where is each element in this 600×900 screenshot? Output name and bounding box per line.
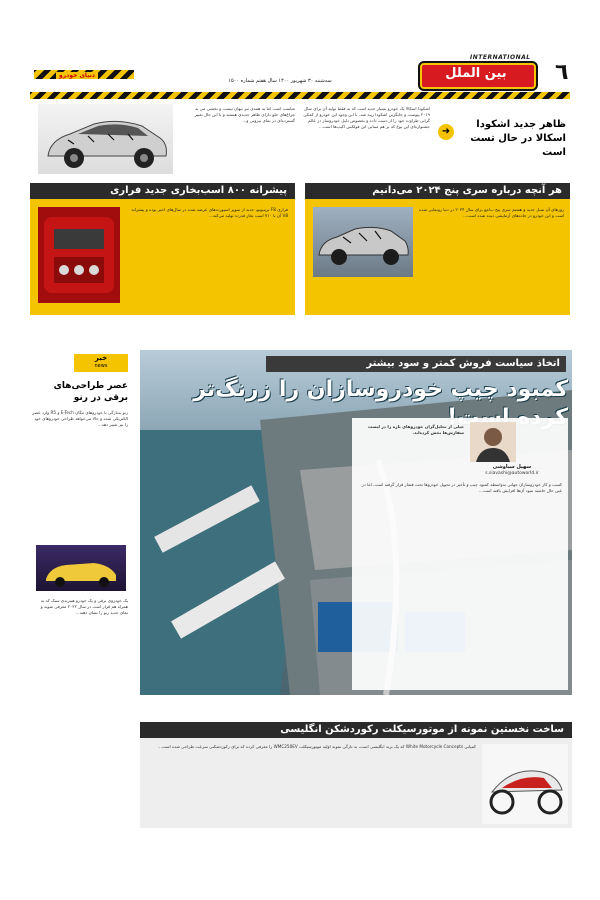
engine-photo	[38, 207, 120, 303]
sidebar	[30, 350, 130, 830]
page-header	[0, 0, 600, 100]
lead-arrow-icon: ➜	[438, 124, 454, 140]
news-tag	[74, 354, 128, 372]
lead-story	[30, 104, 570, 176]
left-story-body: فراری F8 تریبیوتو، جدید از سوپر اسپورت‌های عرضه شده در سال‌های اخیر بوده و پیشرانه V8 آن با ۷۱۰ اسب بخار قدرت تولید می‌کند...	[131, 207, 288, 219]
author-name: سهیل سیاوشی	[492, 464, 532, 470]
sidebar-headline: عصر طراحی‌های برقی در رنو	[53, 381, 128, 403]
bottom-story-body: کمپانی White Motorcycle Concepts که یک برند انگلیسی است، به تازگی نمونه اولیه موتورسیکلت WMC250EV را معرفی کرده که برای رکوردشکنی سرعت طراحی شده است...	[157, 744, 476, 749]
bottom-story-headline: ساخت نخستین نمونه از موتورسیکلت رکوردشکن انگلیسی	[140, 722, 572, 738]
feature-headline: کمبود چیپ خودروسازان را زرنگ‌تر	[193, 377, 568, 402]
hazard-stripe-bottom	[30, 92, 570, 99]
news-tag-fa: خبر	[94, 354, 108, 362]
brand-logo: دنیای خودرو	[56, 72, 98, 79]
sidebar-body-bottom: یک خودروی برقی و یک خودرو هیبریدی سبک که به همراه هم قرار است در سال ۲۰۲۲ معرفی شوند و نمای جدید رنو را نشان دهند...	[40, 598, 128, 616]
bmw-photo	[313, 207, 413, 277]
feature-intro: خیلی از تحلیل‌گران خودروهای تازه را در لیست سفارش‌ها بخش کرده‌اند.	[367, 424, 464, 436]
left-story	[30, 183, 295, 323]
author-avatar	[470, 422, 516, 462]
right-story-headline: هر آنچه درباره سری پنج ۲۰۲۴ می‌دانیم	[305, 183, 570, 199]
car-photo	[38, 104, 173, 174]
right-story	[305, 183, 570, 323]
renault-photo	[36, 545, 126, 591]
lead-headline: ظاهر جدید اشکودا اسکالا در حال تست است	[470, 119, 566, 158]
news-tag-en: news	[94, 363, 108, 369]
section-badge-label: بین الملل	[445, 66, 507, 81]
page-number: ٦	[555, 60, 569, 85]
lead-body-right: اشکودا اسکالا یک خودرو بسیار جدید است که به فقط تولید آن برای سال ۲۰۱۹ پیوست و جایگزین اشکودا رپید شد. با این وجود این خودرو از کمکی گرانی طراوت خود را از دست داده و بخصوص دلیل خودروساز در عالم جشنواره‌ای این نوع که بر هم مبنایی این فولکس اکیپ‌ها است...	[303, 106, 430, 130]
sidebar-body-top: رنو به‌تازگی با خودروهای مگان E-Tech و R5 وارد عصر الکتریکی شده و حالا می‌خواهد طراحی خودروهای خود را نیز تغییر دهد...	[32, 410, 128, 428]
feature-body: کسب و کار خودروسازان جهانی به‌واسطه کمبود چیپ و تأخیر در تحویل خودروها تحت فشار قرار گرفته است، اما در عین حال حاشیه سود آن‌ها افزایش یافته است...	[361, 482, 562, 494]
left-story-headline: پیشرانه ۸۰۰ اسب‌بخاری جدید فراری	[30, 183, 295, 199]
right-story-body: روزهای آن نسل جدید و هشتم سری پنج ب‌ام‌و برای سال ۲۰۲۴ در دنیا رونمایی شده است و این خودرو در جاده‌های آزمایشی دیده شده است...	[419, 207, 564, 219]
lead-body-left: مناسب است اما به همه‌ی نیز بیهان نیست و بخشی می به چراغ‌های جلو دارای ظاهر جدیدی هستند و با این حال تغییر گسترده‌ای در نمای بیرونی و...	[194, 106, 295, 124]
masthead-label: INTERNATIONAL	[470, 54, 531, 61]
feature-story	[140, 350, 572, 695]
feature-kicker: اتخاذ سیاست فروش کمتر و سود بیشتر	[266, 356, 566, 372]
bottom-story	[140, 722, 572, 832]
author-email: s.siavashi@autoworld.ir	[485, 471, 539, 476]
issue-line: سه‌شنبه ۳۰ شهریور ۱۴۰۰ سال هفتم شماره ۱۵۰۰	[228, 78, 332, 84]
motorcycle-photo	[482, 744, 568, 824]
